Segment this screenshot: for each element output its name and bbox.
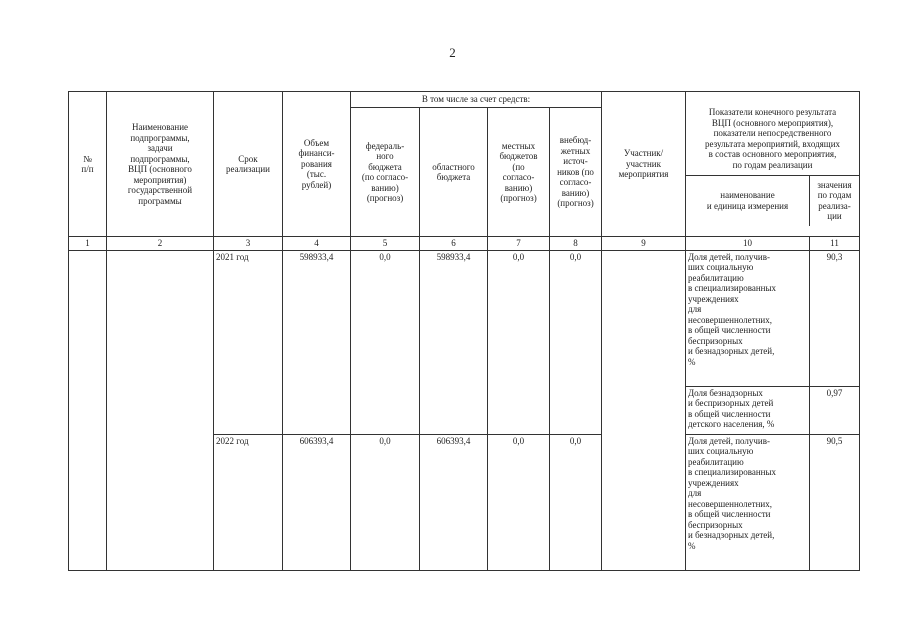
header-col-including: В том числе за счет средств: xyxy=(351,92,602,108)
cell-participant xyxy=(602,250,686,570)
column-number: 8 xyxy=(550,237,602,251)
program-table xyxy=(68,91,860,571)
cell-local: 0,0 xyxy=(488,250,550,434)
header-col-ind-values: значения по годам реализа- ции xyxy=(817,179,852,222)
header-col-volume: Объем финанси- рования (тыс. рублей) xyxy=(283,92,351,237)
cell-regional: 606393,4 xyxy=(420,434,488,570)
cell-regional: 598933,4 xyxy=(420,250,488,434)
header-col-extra: внебюд- жетных источ- ников (по согласо- ванию) (прогноз) xyxy=(550,108,602,237)
cell-period: 2021 год xyxy=(214,250,283,434)
cell-extra: 0,0 xyxy=(550,434,602,570)
cell-volume: 598933,4 xyxy=(283,250,351,434)
cell-num xyxy=(69,250,107,570)
column-number: 9 xyxy=(602,237,686,251)
column-number: 7 xyxy=(488,237,550,251)
cell-indicator-name: Доля детей, получив- ших социальную реабилитацию в специализированных учреждениях для несовершеннолетних, в общей численности беспризорных и безнадзорных детей, % xyxy=(686,434,810,570)
column-number: 10 xyxy=(686,237,810,251)
cell-extra: 0,0 xyxy=(550,250,602,434)
cell-local: 0,0 xyxy=(488,434,550,570)
column-number: 2 xyxy=(107,237,214,251)
table-row xyxy=(69,250,860,386)
cell-federal: 0,0 xyxy=(351,250,420,434)
column-number: 4 xyxy=(283,237,351,251)
page-number: 2 xyxy=(449,45,456,60)
header-col-num: № п/п xyxy=(69,92,107,237)
header-col-period: Срок реализации xyxy=(214,92,283,237)
cell-period: 2022 год xyxy=(214,434,283,570)
header-col-regional: областного бюджета xyxy=(420,108,488,237)
cell-indicator-name: Доля детей, получив- ших социальную реабилитацию в специализированных учреждениях для несовершеннолетних, в общей численности беспризорных и безнадзорных детей, % xyxy=(686,250,810,386)
column-number: 6 xyxy=(420,237,488,251)
header-col-participant: Участник/ участник мероприятия xyxy=(602,92,686,237)
header-col-federal: федераль- ного бюджета (по согласо- ванию) (прогноз) xyxy=(351,108,420,237)
cell-name xyxy=(107,250,214,570)
column-number: 11 xyxy=(810,237,860,251)
header-col-ind-name: наименование и единица измерения xyxy=(686,176,810,226)
cell-indicator-value: 90,5 xyxy=(810,434,860,570)
header-col-indicators xyxy=(686,92,860,237)
header-col-local: местных бюджетов (по согласо- ванию) (прогноз) xyxy=(488,108,550,237)
cell-indicator-value: 0,97 xyxy=(810,386,860,434)
column-number: 5 xyxy=(351,237,420,251)
column-number: 1 xyxy=(69,237,107,251)
cell-indicator-value: 90,3 xyxy=(810,250,860,386)
cell-federal: 0,0 xyxy=(351,434,420,570)
column-number-row xyxy=(69,237,860,251)
column-number: 3 xyxy=(214,237,283,251)
header-col-name: Наименование подпрограммы, задачи подпрограммы, ВЦП (основного мероприятия) государственной программы xyxy=(107,92,214,237)
cell-indicator-name: Доля безнадзорных и беспризорных детей в общей численности детского населения, % xyxy=(686,386,810,434)
cell-volume: 606393,4 xyxy=(283,434,351,570)
header-indicators-title: Показатели конечного результата ВЦП (основного мероприятия), показатели непосредственного результата мероприятий, входящих в состав основного мероприятия, по годам реализации xyxy=(686,103,859,176)
